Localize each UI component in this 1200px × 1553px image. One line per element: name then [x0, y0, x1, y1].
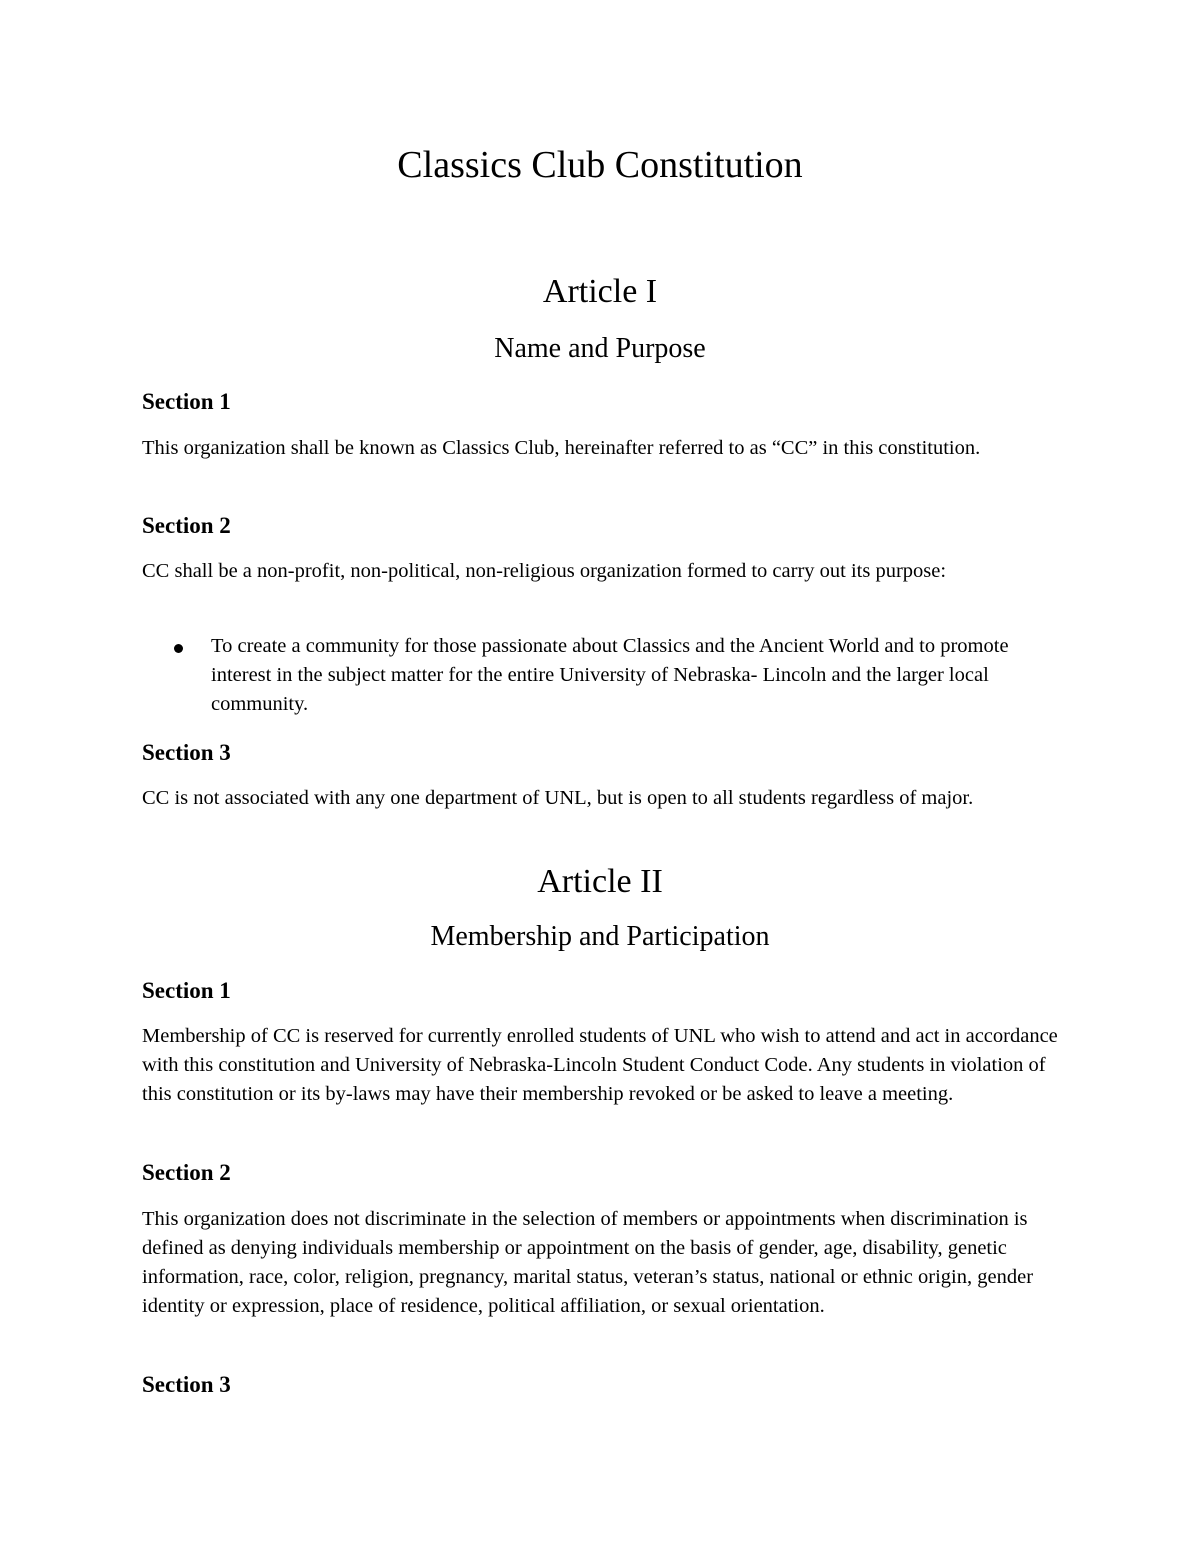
article-2-section-3-heading: Section 3 — [142, 1372, 231, 1397]
article-1-subtitle: Name and Purpose — [494, 333, 706, 364]
bullet-text: To create a community for those passionate about Classics and the Ancient World and to promote interest in the subject matter for the entire University of Nebraska- Lincoln and the larger local community. — [211, 635, 1009, 715]
list-item — [142, 632, 1072, 722]
article-1-number: Article I — [542, 273, 658, 310]
article-2-subtitle: Membership and Participation — [430, 921, 770, 952]
article-2-section-1-heading: Section 1 — [142, 978, 231, 1003]
article-2-section-2-heading: Section 2 — [142, 1160, 231, 1185]
article-1-section-2-heading: Section 2 — [142, 513, 231, 538]
article-2-section-2-text: This organization does not discriminate in the selection of members or appointments when discrimination is defined as denying individuals membership or appointment on the basis of gender, age, disability, genetic information, race, color, religion, pregnancy, marital status, veteran’s status, national or ethnic origin, gender identity or expression, place of residence, political affiliation, or sexual orientation. — [142, 1208, 1034, 1317]
article-2-number: Article II — [537, 863, 663, 900]
article-1-section-1-text: This organization shall be known as Classics Club, hereinafter referred to as “CC” in this constitution. — [142, 437, 981, 459]
article-1-section-3-heading: Section 3 — [142, 740, 231, 765]
article-2-section-1-text: Membership of CC is reserved for currently enrolled students of UNL who wish to attend and act in accordance with this constitution and University of Nebraska-Lincoln Student Conduct Code. Any students in violation of this constitution or its by-laws may have their membership revoked or be asked to leave a meeting. — [142, 1025, 1058, 1105]
article-1-section-3-text: CC is not associated with any one department of UNL, but is open to all students regardless of major. — [142, 787, 974, 809]
article-1-section-1-heading: Section 1 — [142, 389, 231, 414]
document-title: Classics Club Constitution — [397, 144, 803, 186]
article-1-section-2-text: CC shall be a non-profit, non-political, non-religious organization formed to carry out its purpose: — [142, 560, 947, 582]
bullet-icon — [174, 644, 183, 653]
